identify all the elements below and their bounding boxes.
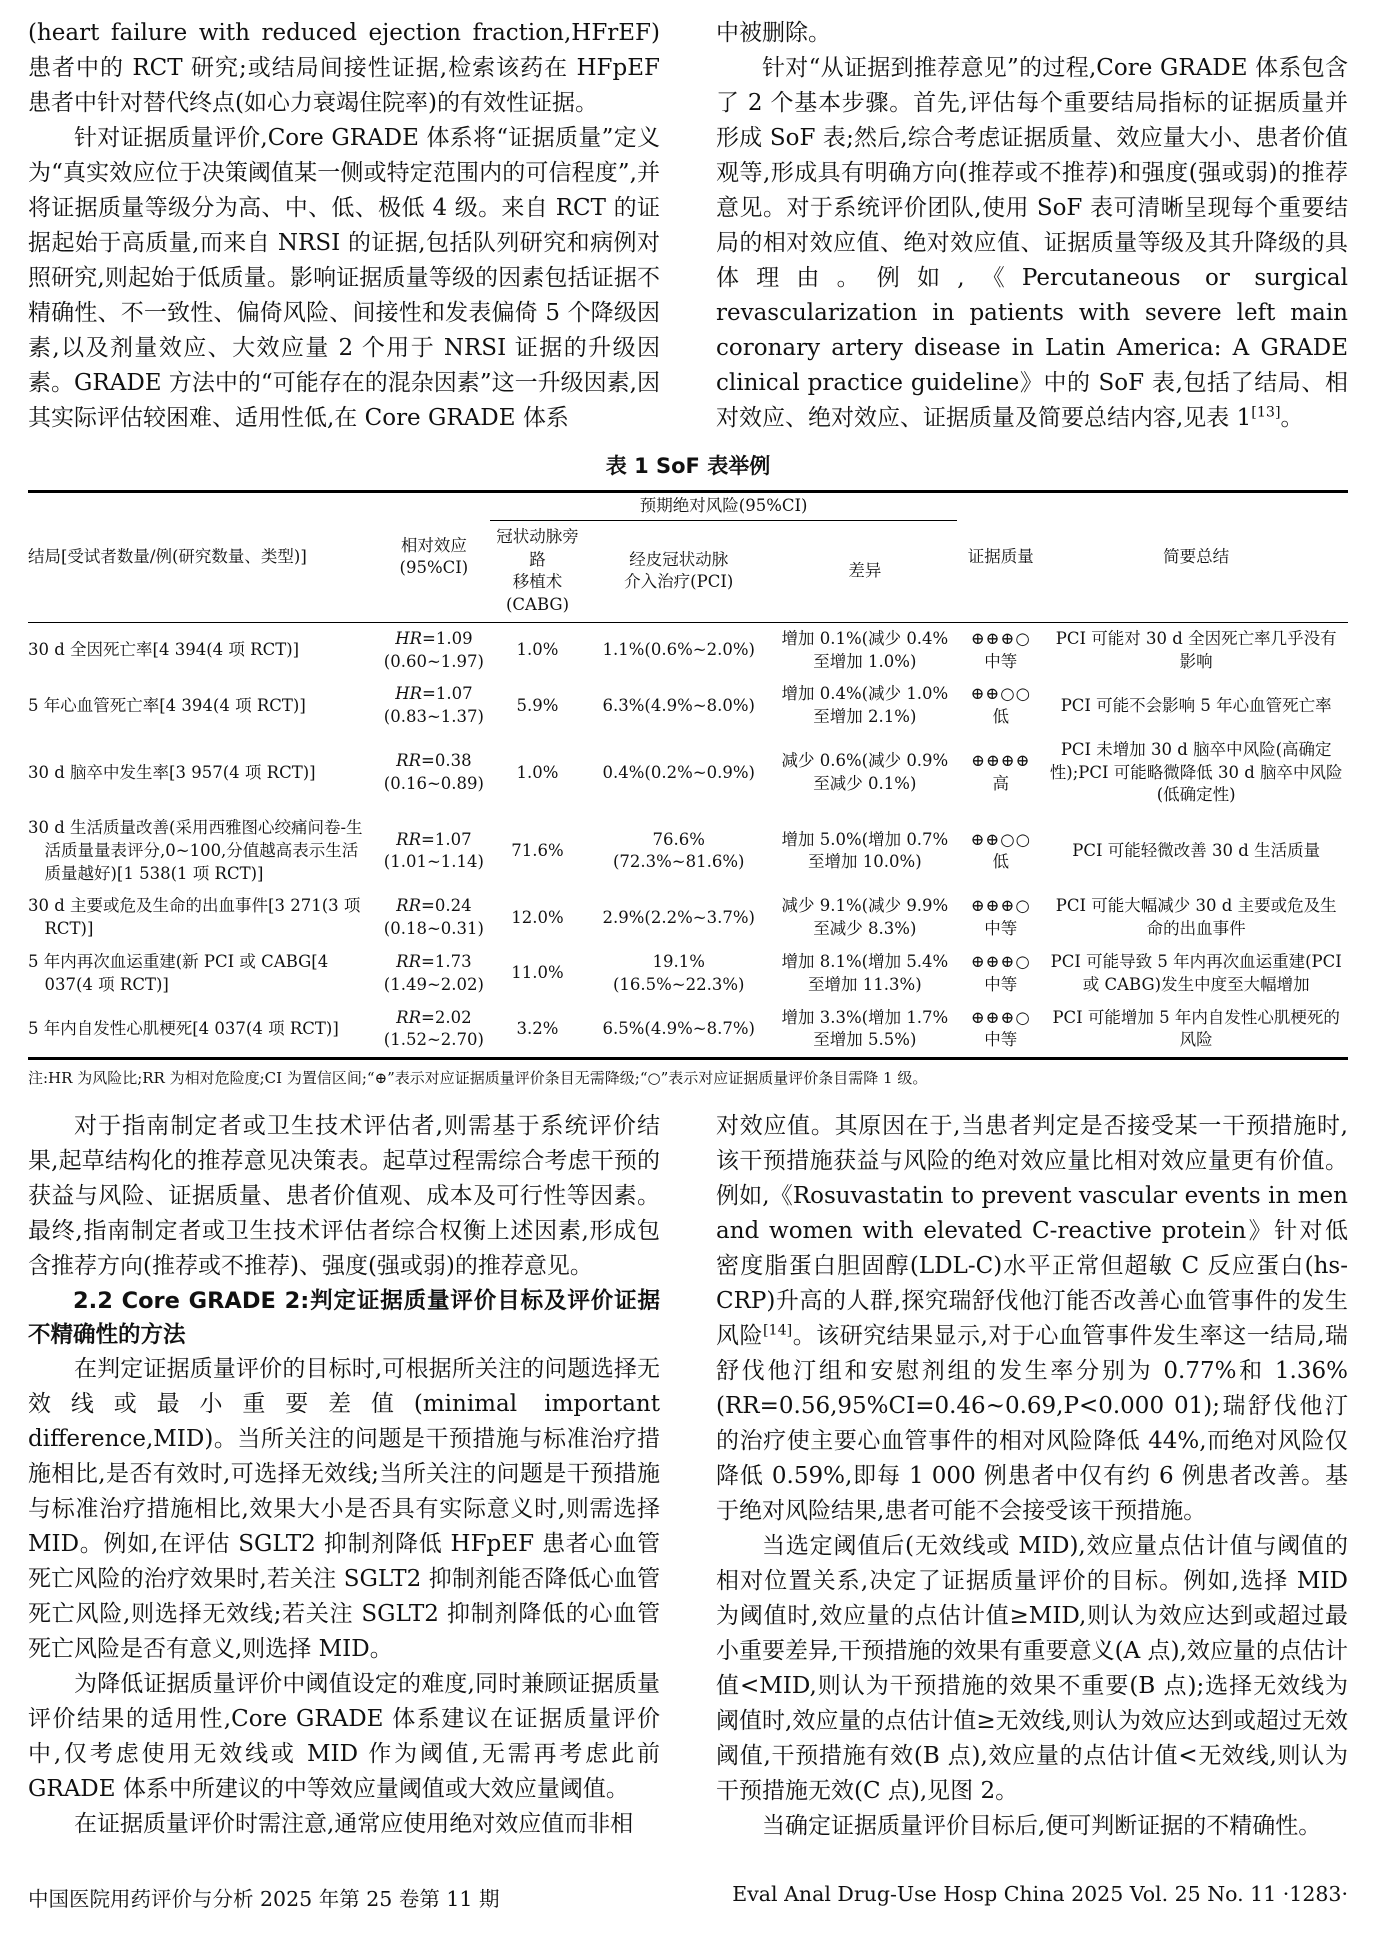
paragraph: 在判定证据质量评价的目标时,可根据所关注的问题选择无效线或最小重要差值(minimal important difference,MID)。当所关注的问题是干预措施与标准治疗措施相比,是否有效时,可选择无效线;当所关注的问题是干预措施与标准治疗措施相比,效果大小是否具有实际意义时,则需选择 MID。例如,在评估 SGLT2 抑制剂降低 HFpEF 患者心血管死亡风险的治疗效果时,若关注 SGLT2 抑制剂能否降低心血管死亡风险,则选择无效线;若关注 SGLT2 抑制剂降低的心血管死亡风险是否有意义,则选择 MID。	[28, 1356, 660, 1663]
cell-cabg: 1.0%	[516, 762, 559, 782]
stat-ci: (0.18~0.31)	[383, 919, 484, 939]
cell-pci: 76.6%(72.3%~81.6%)	[612, 829, 745, 872]
cell-difference: 增加 0.4%(减少 1.0%至增加 2.1%)	[781, 684, 949, 727]
cell-cabg: 11.0%	[511, 963, 564, 983]
cell-pci: 6.3%(4.9%~8.0%)	[602, 695, 755, 715]
header-line: 经皮冠状动脉	[629, 549, 729, 569]
header-pci	[585, 520, 772, 622]
stat-label: RR	[396, 751, 422, 771]
table-header-row	[28, 492, 1348, 521]
paragraph-text: 。	[1280, 405, 1304, 431]
paragraph: (heart failure with reduced ejection fraction,HFrEF)患者中的 RCT 研究;或结局间接性证据,检索该药在 HFpEF 患者中针对替代终点(如心力衰竭住院率)的有效性证据。	[28, 20, 660, 116]
citation-13: [13]	[1251, 404, 1281, 421]
cell-summary: PCI 可能轻微改善 30 d 生活质量	[1072, 840, 1321, 860]
header-quality: 证据质量	[957, 492, 1044, 623]
header-line: 移植术(CABG)	[505, 572, 570, 615]
quality-grade: 中等	[984, 974, 1018, 994]
stat-value: =1.09	[422, 628, 473, 648]
right-column-bottom	[716, 1109, 1348, 1844]
cell-pci: 19.1%(16.5%~22.3%)	[612, 952, 745, 994]
quality-symbols: ⊕⊕○○	[970, 684, 1032, 704]
cell-quality	[957, 1002, 1044, 1059]
cell-pci: 2.9%(2.2%~3.7%)	[602, 907, 755, 927]
cell-relative-effect	[378, 812, 490, 890]
stat-value: =2.02	[421, 1007, 472, 1027]
quality-symbols: ⊕⊕⊕○	[970, 952, 1031, 972]
cell-outcome: 30 d 生活质量改善(采用西雅图心绞痛问卷-生活质量量表评分,0~100,分值越高表示生活质量越好)[1 538(1 项 RCT)]	[28, 818, 363, 883]
cell-summary: PCI 可能不会影响 5 年心血管死亡率	[1060, 695, 1332, 715]
table-row	[28, 890, 1348, 946]
paragraph: 当确定证据质量评价目标后,便可判断证据的不精确性。	[762, 1813, 1322, 1840]
header-summary: 简要总结	[1044, 492, 1348, 623]
cell-quality	[957, 890, 1044, 946]
cell-quality	[957, 734, 1044, 812]
cell-summary: PCI 可能导致 5 年内再次血运重建(PCI 或 CABG)发生中度至大幅增加	[1050, 952, 1342, 994]
citation-14: [14]	[762, 1322, 793, 1339]
paragraph: 在证据质量评价时需注意,通常应使用绝对效应值而非相	[74, 1811, 634, 1838]
stat-ci: (1.49~2.02)	[383, 974, 484, 994]
cell-outcome: 30 d 脑卒中发生率[3 957(4 项 RCT)]	[28, 762, 316, 782]
cell-relative-effect	[378, 890, 490, 946]
cell-relative-effect	[378, 622, 490, 678]
quality-symbols: ⊕⊕⊕○	[970, 896, 1031, 916]
stat-label: RR	[396, 829, 422, 849]
footer-journal-cn: 中国医院用药评价与分析 2025 年第 25 卷第 11 期	[28, 1887, 500, 1911]
cell-outcome: 5 年内自发性心肌梗死[4 037(4 项 RCT)]	[28, 1018, 339, 1038]
section-heading-2-2: 2.2 Core GRADE 2:判定证据质量评价目标及评价证据不精确性的方法	[28, 1288, 660, 1349]
left-column-top	[28, 16, 660, 436]
cell-summary: PCI 可能大幅减少 30 d 主要或危及生命的出血事件	[1055, 896, 1337, 939]
stat-ci: (1.52~2.70)	[383, 1030, 484, 1050]
table-row	[28, 946, 1348, 1002]
cell-outcome: 5 年心血管死亡率[4 394(4 项 RCT)]	[28, 695, 306, 715]
paragraph	[716, 51, 1348, 436]
cell-relative-effect	[378, 734, 490, 812]
stat-label: RR	[396, 896, 422, 916]
header-difference: 差异	[772, 520, 957, 622]
table-row	[28, 734, 1348, 812]
paragraph: 中被删除。	[716, 20, 831, 46]
header-line: 介入治疗(PCI)	[624, 572, 734, 592]
stat-label: RR	[396, 952, 422, 972]
table-row	[28, 678, 1348, 734]
cell-difference: 减少 0.6%(减少 0.9%至减少 0.1%)	[781, 751, 949, 794]
paragraph-text: 。该研究结果显示,对于心血管事件发生率这一结局,瑞舒伐他汀组和安慰剂组的发生率分别为 0.77%和 1.36%(RR=0.56,95%CI=0.46~0.69,P<0.000 01);瑞舒伐他汀的治疗使主要心血管事件的相对风险降低 44%,而绝对风险仅降低 0.59%,即每 1 000 例患者中仅有约 6 例患者改善。基于绝对风险结果,患者可能不会接受该干预措施。	[716, 1323, 1349, 1525]
table-row	[28, 1002, 1348, 1059]
paragraph	[716, 1109, 1348, 1529]
top-text-block	[28, 16, 1348, 436]
stat-ci: (0.16~0.89)	[383, 774, 484, 794]
stat-value: =1.07	[422, 684, 473, 704]
right-column-top	[716, 16, 1348, 436]
header-line: (95%CI)	[399, 558, 469, 578]
cell-outcome: 5 年内再次血运重建(新 PCI 或 CABG[4 037(4 项 RCT)]	[28, 952, 329, 994]
paragraph: 针对证据质量评价,Core GRADE 体系将“证据质量”定义为“真实效应位于决策阈值某一侧或特定范围内的可信程度”,并将证据质量等级分为高、中、低、极低 4 级。来自 RCT 的证据起始于高质量,而来自 NRSI 的证据,包括队列研究和病例对照研究,则起始于低质量。影响证据质量等级的因素包括证据不精确性、不一致性、偏倚风险、间接性和发表偏倚 5 个降级因素,以及剂量效应、大效应量 2 个用于 NRSI 证据的升级因素。GRADE 方法中的“可能存在的混杂因素”这一升级因素,因其实际评估较困难、适用性低,在 Core GRADE 体系	[28, 125, 660, 431]
cell-difference: 增加 5.0%(增加 0.7%至增加 10.0%)	[781, 829, 949, 872]
quality-grade: 高	[992, 774, 1010, 794]
paragraph: 对于指南制定者或卫生技术评估者,则需基于系统评价结果,起草结构化的推荐意见决策表。起草过程需综合考虑干预的获益与风险、证据质量、患者价值观、成本及可行性等因素。最终,指南制定者或卫生技术评估者综合权衡上述因素,形成包含推荐方向(推荐或不推荐)、强度(强或弱)的推荐意见。	[28, 1113, 660, 1280]
cell-cabg: 12.0%	[511, 907, 564, 927]
cell-quality	[957, 678, 1044, 734]
cell-cabg: 1.0%	[516, 640, 559, 660]
header-relative-effect	[378, 492, 490, 623]
table-title: 表 1 SoF 表举例	[605, 454, 771, 478]
quality-grade: 中等	[984, 919, 1018, 939]
cell-cabg: 3.2%	[516, 1018, 559, 1038]
cell-quality	[957, 622, 1044, 678]
cell-quality	[957, 946, 1044, 1002]
quality-grade: 中等	[984, 651, 1018, 671]
quality-grade: 中等	[984, 1030, 1018, 1050]
table-footnote: 注:HR 为风险比;RR 为相对危险度;CI 为置信区间;“⊕”表示对应证据质量评价条目无需降级;“○”表示对应证据质量评价条目需降 1 级。	[28, 1069, 928, 1088]
stat-label: RR	[396, 1007, 422, 1027]
cell-cabg: 71.6%	[511, 840, 564, 860]
header-line: 冠状动脉旁路	[496, 526, 579, 569]
table-row	[28, 812, 1348, 890]
bottom-text-block	[28, 1109, 1348, 1844]
header-outcome: 结局[受试者数量/例(研究数量、类型)]	[28, 492, 378, 623]
cell-summary: PCI 未增加 30 d 脑卒中风险(高确定性);PCI 可能略微降低 30 d 脑卒中风险(低确定性)	[1049, 739, 1343, 805]
stat-ci: (1.01~1.14)	[383, 852, 484, 872]
quality-grade: 低	[992, 852, 1010, 872]
quality-grade: 低	[992, 707, 1010, 727]
stat-label: HR	[395, 628, 422, 648]
header-absolute-risk-group: 预期绝对风险(95%CI)	[490, 492, 957, 521]
stat-label: HR	[395, 684, 422, 704]
cell-pci: 0.4%(0.2%~0.9%)	[602, 762, 755, 782]
stat-ci: (0.60~1.97)	[383, 651, 484, 671]
stat-value: =0.24	[421, 896, 472, 916]
table-row	[28, 622, 1348, 678]
stat-ci: (0.83~1.37)	[383, 707, 484, 727]
cell-relative-effect	[378, 678, 490, 734]
quality-symbols: ⊕⊕⊕○	[970, 1007, 1031, 1027]
left-column-bottom	[28, 1109, 660, 1844]
cell-pci: 6.5%(4.9%~8.7%)	[602, 1018, 755, 1038]
cell-relative-effect	[378, 1002, 490, 1059]
cell-quality	[957, 812, 1044, 890]
paragraph-text: 对效应值。其原因在于,当患者判定是否接受某一干预措施时,该干预措施获益与风险的绝对效应量比相对效应量更有价值。例如,《Rosuvastatin to prevent vascular events in men and women with elevated C-reactive protein》针对低密度脂蛋白胆固醇(LDL-C)水平正常但超敏 C 反应蛋白(hs-CRP)升高的人群,探究瑞舒伐他汀能否改善心血管事件的发生风险	[716, 1113, 1348, 1350]
stat-value: =1.07	[421, 829, 472, 849]
cell-outcome: 30 d 主要或危及生命的出血事件[3 271(3 项 RCT)]	[28, 896, 361, 939]
cell-difference: 增加 3.3%(增加 1.7%至增加 5.5%)	[781, 1007, 949, 1050]
cell-difference: 增加 0.1%(减少 0.4%至增加 1.0%)	[781, 628, 949, 671]
cell-difference: 减少 9.1%(减少 9.9%至减少 8.3%)	[781, 896, 949, 939]
cell-summary: PCI 可能对 30 d 全因死亡率几乎没有影响	[1055, 628, 1337, 671]
stat-value: =0.38	[421, 751, 472, 771]
cell-pci: 1.1%(0.6%~2.0%)	[602, 640, 755, 660]
stat-value: =1.73	[421, 952, 472, 972]
cell-outcome: 30 d 全因死亡率[4 394(4 项 RCT)]	[28, 640, 300, 660]
header-line: 相对效应	[400, 535, 467, 555]
page-footer	[28, 1882, 1348, 1912]
quality-symbols: ⊕⊕○○	[970, 829, 1032, 849]
paragraph: 为降低证据质量评价中阈值设定的难度,同时兼顾证据质量评价结果的适用性,Core GRADE 体系建议在证据质量评价中,仅考虑使用无效线或 MID 作为阈值,无需再考虑此前 GRADE 体系中所建议的中等效应量阈值或大效应量阈值。	[28, 1671, 660, 1803]
cell-summary: PCI 可能增加 5 年内自发性心肌梗死的风险	[1052, 1007, 1340, 1050]
cell-cabg: 5.9%	[516, 695, 559, 715]
cell-difference: 增加 8.1%(增加 5.4%至增加 11.3%)	[781, 952, 949, 994]
footer-journal-en-pageno: Eval Anal Drug-Use Hosp China 2025 Vol. 25 No. 11 ·1283·	[732, 1882, 1348, 1906]
quality-symbols: ⊕⊕⊕○	[970, 628, 1031, 648]
paragraph-text: 针对“从证据到推荐意见”的过程,Core GRADE 体系包含了 2 个基本步骤。首先,评估每个重要结局指标的证据质量并形成 SoF 表;然后,综合考虑证据质量、效应量大小、患者价值观等,形成具有明确方向(推荐或不推荐)和强度(强或弱)的推荐意见。对于系统评价团队,使用 SoF 表可清晰呈现每个重要结局的相对效应值、绝对效应值、证据质量等级及其升降级的具体理由。例如,《Percutaneous or surgical revascularization in patients with severe left main coronary artery disease in Latin America: A GRADE clinical practice guideline》中的 SoF 表,包括了结局、相对效应、绝对效应、证据质量及简要总结内容,见表 1	[716, 55, 1348, 431]
header-cabg	[490, 520, 585, 622]
sof-table	[28, 490, 1348, 1060]
paragraph: 当选定阈值后(无效线或 MID),效应量点估计值与阈值的相对位置关系,决定了证据质量评价的目标。例如,选择 MID 为阈值时,效应量的点估计值≥MID,则认为效应达到或超过最小重要差异,干预措施的效果有重要意义(A 点),效应量的点估计值<MID,则认为干预措施的效果不重要(B 点);选择无效线为阈值时,效应量的点估计值≥无效线,则认为效应达到或超过无效阈值,干预措施有效(B 点),效应量的点估计值<无效线,则认为干预措施无效(C 点),见图 2。	[716, 1533, 1348, 1805]
quality-symbols: ⊕⊕⊕⊕	[971, 751, 1031, 771]
cell-relative-effect	[378, 946, 490, 1002]
